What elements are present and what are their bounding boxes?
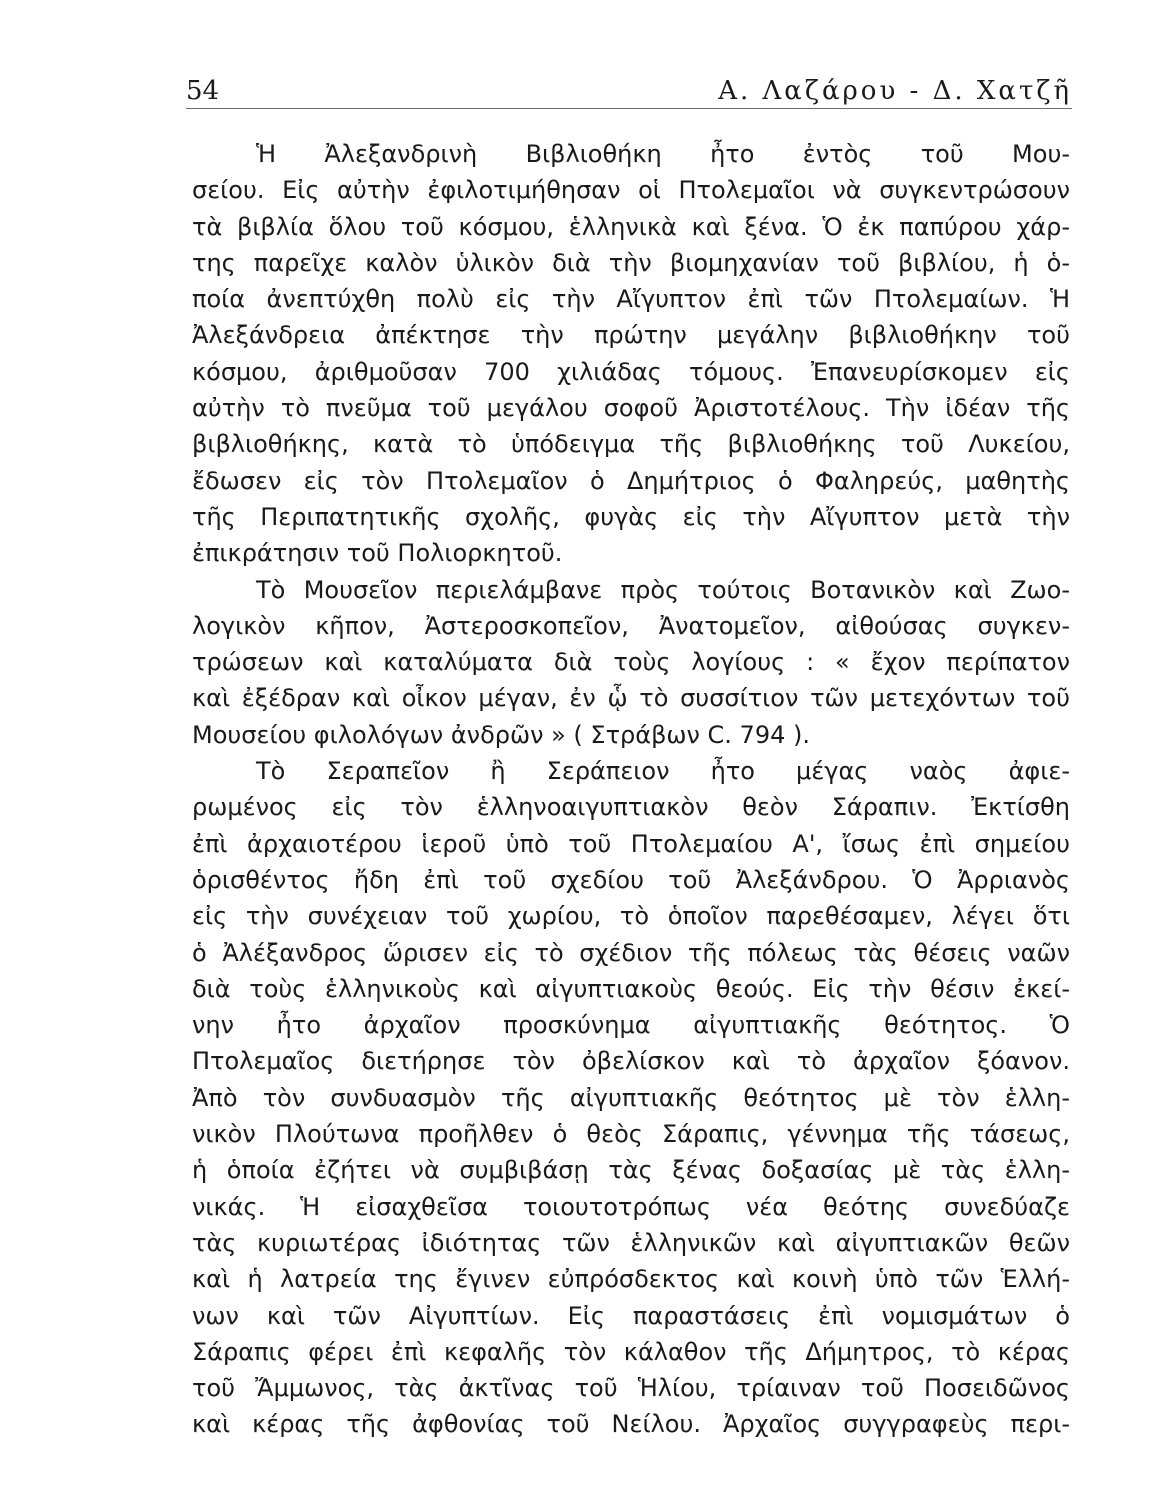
text-line: κόσμου, ἀριθμοῦσαν 700 χιλιάδας τόμους. Ἐπανευρίσκομεν εἰς (192, 357, 1070, 386)
text-line: Ἀλεξάνδρεια ἀπέκτησε τὴν πρώτην μεγάλην βιβλιοθήκην τοῦ (192, 321, 1070, 350)
text-line: αὐτὴν τὸ πνεῦμα τοῦ μεγάλου σοφοῦ Ἀριστοτέλους. Τὴν ἰδέαν τῆς (192, 394, 1070, 423)
text-line: νων καὶ τῶν Αἰγυπτίων. Εἰς παραστάσεις ἐπὶ νομισμάτων ὁ (192, 1301, 1070, 1330)
text-line: ποία ἀνεπτύχθη πολὺ εἰς τὴν Αἴγυπτον ἐπὶ τῶν Πτολεμαίων. Ἡ (192, 285, 1070, 314)
text-line: Πτολεμαῖος διετήρησε τὸν ὀβελίσκον καὶ τὸ ἀρχαῖον ξόανον. (192, 1047, 1070, 1076)
text-line: τῆς Περιπατητικῆς σχολῆς, φυγὰς εἰς τὴν Αἴγυπτον μετὰ τὴν (192, 502, 1070, 531)
text-line: σείου. Εἰς αὐτὴν ἐφιλοτιμήθησαν οἱ Πτολεμαῖοι νὰ συγκεντρώσουν (192, 176, 1070, 205)
text-line: Ἀπὸ τὸν συνδυασμὸν τῆς αἰγυπτιακῆς θεότητος μὲ τὸν ἑλλη- (192, 1083, 1070, 1112)
text-line: καὶ ἐξέδραν καὶ οἶκον μέγαν, ἐν ᾧ τὸ συσσίτιον τῶν μετεχόντων τοῦ (192, 684, 1070, 713)
text-line: νην ἦτο ἀρχαῖον προσκύνημα αἰγυπτιακῆς θεότητος. Ὁ (192, 1011, 1070, 1040)
text-line: Σάραπις φέρει ἐπὶ κεφαλῆς τὸν κάλαθον τῆς Δήμητρος, τὸ κέρας (192, 1337, 1070, 1366)
body-text (192, 136, 1070, 1443)
text-line: τὰ βιβλία ὅλου τοῦ κόσμου, ἑλληνικὰ καὶ ξένα. Ὁ ἐκ παπύρου χάρ- (192, 212, 1070, 241)
text-line: ἔδωσεν εἰς τὸν Πτολεμαῖον ὁ Δημήτριος ὁ Φαληρεύς, μαθητὴς (192, 466, 1070, 495)
text-line: Ἡ Ἀλεξανδρινὴ Βιβλιοθήκη ἦτο ἐντὸς τοῦ Μου- (256, 140, 1070, 168)
text-line: καὶ κέρας τῆς ἀφθονίας τοῦ Νείλου. Ἀρχαῖος συγγραφεὺς περι- (192, 1410, 1070, 1439)
text-line: νικὸν Πλούτωνα προῆλθεν ὁ θεὸς Σάραπις, γέννημα τῆς τάσεως, (192, 1120, 1070, 1149)
text-line: ἐπὶ ἀρχαιοτέρου ἱεροῦ ὑπὸ τοῦ Πτολεμαίου Α', ἴσως ἐπὶ σημείου (192, 829, 1070, 858)
text-line: ἡ ὁποία ἐζήτει νὰ συμβιβάσῃ τὰς ξένας δοξασίας μὲ τὰς ἑλλη- (192, 1156, 1070, 1185)
text-line: τὰς κυριωτέρας ἰδιότητας τῶν ἑλληνικῶν καὶ αἰγυπτιακῶν θεῶν (192, 1228, 1070, 1257)
text-line: ἐπικράτησιν τοῦ Πολιορκητοῦ. (192, 539, 563, 568)
text-line: Τὸ Σεραπεῖον ἢ Σεράπειον ἦτο μέγας ναὸς ἀφιε- (256, 757, 1070, 786)
text-line: τρώσεων καὶ καταλύματα διὰ τοὺς λογίους : « ἔχον περίπατον (192, 648, 1070, 677)
page-header (186, 66, 1072, 106)
text-line: διὰ τοὺς ἑλληνικοὺς καὶ αἰγυπτιακοὺς θεούς. Εἰς τὴν θέσιν ἐκεί- (192, 974, 1070, 1003)
running-title: Α. Λαζάρου - Δ. Χατζῆ (718, 76, 1072, 106)
text-line: Τὸ Μουσεῖον περιελάμβανε πρὸς τούτοις Βοτανικὸν καὶ Ζωο- (256, 575, 1070, 604)
text-line: ὁ Ἀλέξανδρος ὥρισεν εἰς τὸ σχέδιον τῆς πόλεως τὰς θέσεις ναῶν (192, 938, 1070, 967)
text-line: λογικὸν κῆπον, Ἀστεροσκοπεῖον, Ἀνατομεῖον, αἰθούσας συγκεν- (192, 611, 1070, 640)
text-line: ὁρισθέντος ἤδη ἐπὶ τοῦ σχεδίου τοῦ Ἀλεξάνδρου. Ὁ Ἀρριανὸς (192, 865, 1070, 894)
text-line: της παρεῖχε καλὸν ὑλικὸν διὰ τὴν βιομηχανίαν τοῦ βιβλίου, ἡ ὁ- (192, 248, 1070, 277)
text-line: καὶ ἡ λατρεία της ἔγινεν εὐπρόσδεκτος καὶ κοινὴ ὑπὸ τῶν Ἑλλή- (192, 1265, 1070, 1294)
text-line: βιβλιοθήκης, κατὰ τὸ ὑπόδειγμα τῆς βιβλιοθήκης τοῦ Λυκείου, (192, 430, 1070, 459)
header-rule (186, 108, 1072, 109)
text-line: νικάς. Ἡ εἰσαχθεῖσα τοιουτοτρόπως νέα θεότης συνεδύαζε (192, 1192, 1070, 1221)
text-line: τοῦ Ἄμμωνος, τὰς ἀκτῖνας τοῦ Ἡλίου, τρίαιναν τοῦ Ποσειδῶνος (192, 1374, 1070, 1403)
text-line: εἰς τὴν συνέχειαν τοῦ χωρίου, τὸ ὁποῖον παρεθέσαμεν, λέγει ὅτι (192, 902, 1070, 931)
text-line: ρωμένος εἰς τὸν ἑλληνοαιγυπτιακὸν θεὸν Σάραπιν. Ἐκτίσθη (192, 793, 1070, 822)
text-line: Μουσείου φιλολόγων ἀνδρῶν » ( Στράβων C. 794 ). (192, 720, 810, 749)
page-number: 54 (186, 76, 220, 106)
